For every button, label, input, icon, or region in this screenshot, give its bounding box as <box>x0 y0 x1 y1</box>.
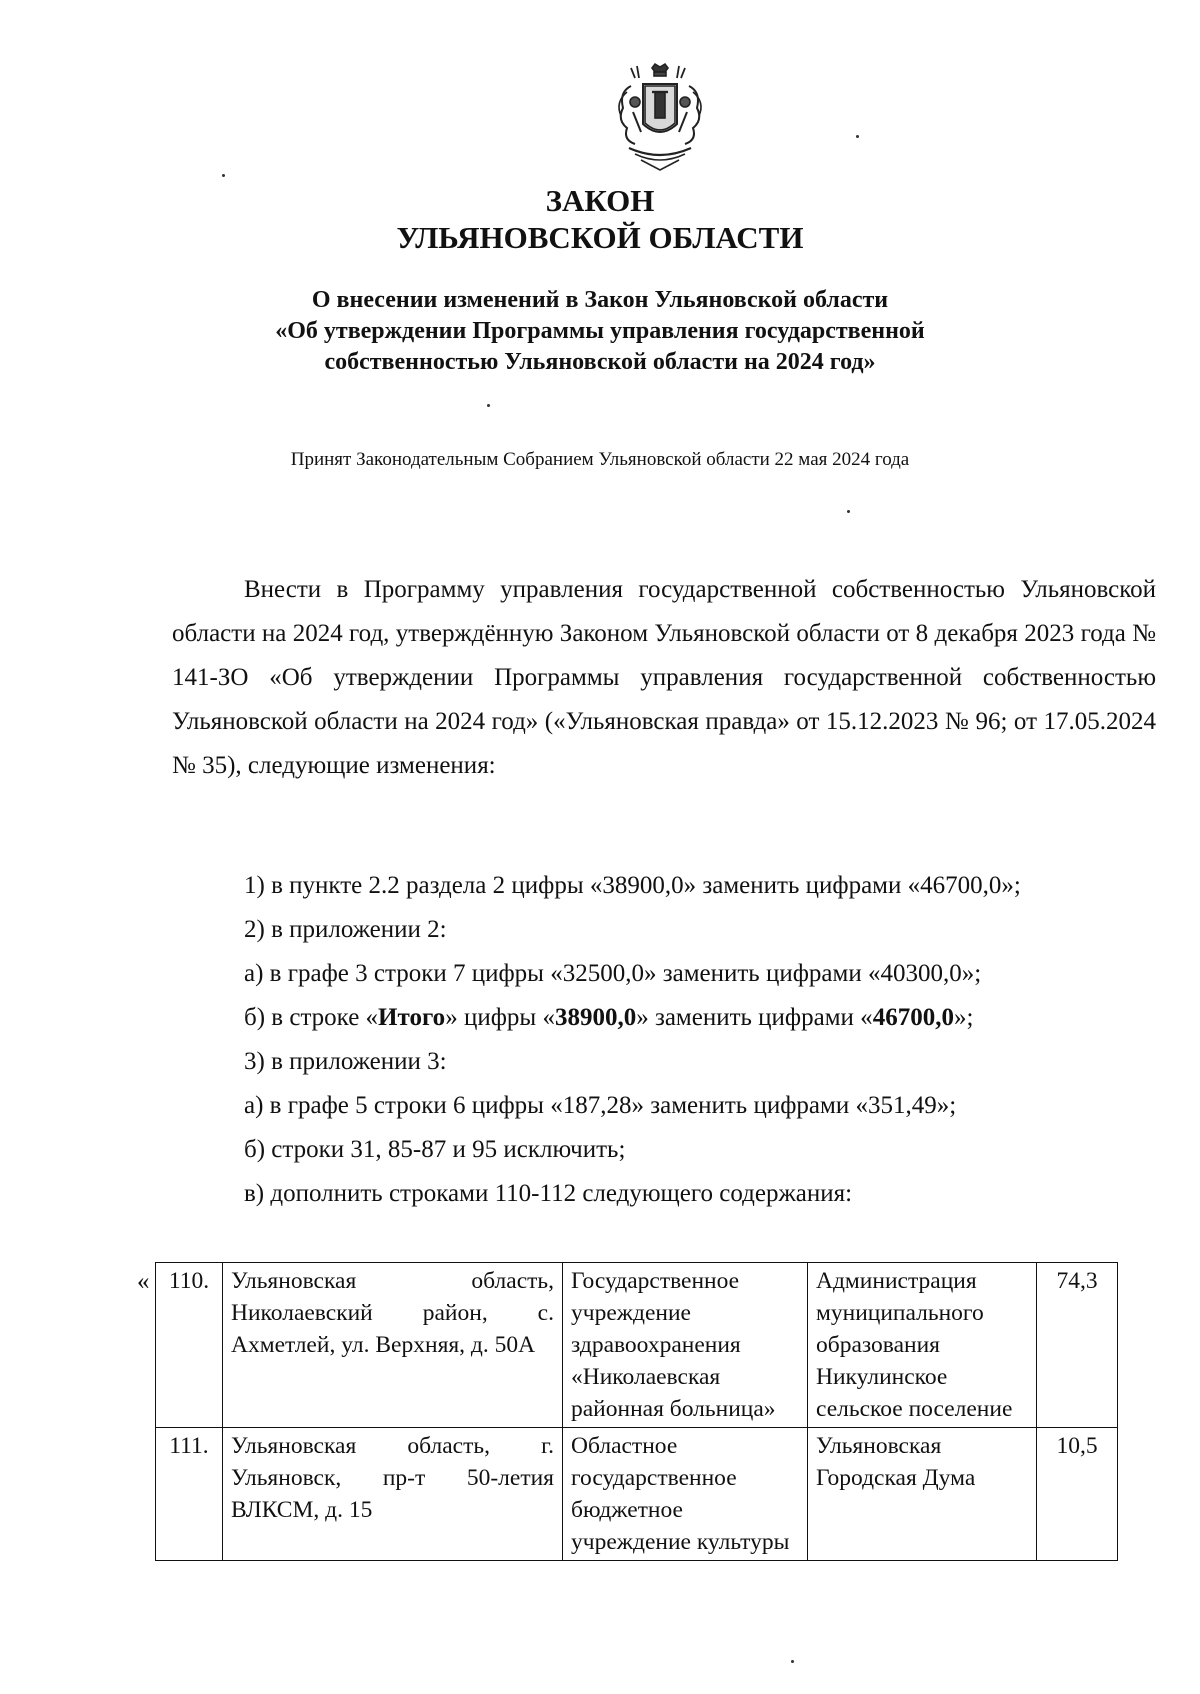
law-region-title: УЛЬЯНОВСКОЙ ОБЛАСТИ <box>396 220 804 255</box>
current-holder: Государственное учреждение здравоохранения «Николаевская районная больница» <box>563 1263 808 1428</box>
text-fragment: б) в строке « <box>244 1004 379 1031</box>
property-address: Ульяновская область, г. Ульяновск, пр-т 50-летия ВЛКСМ, д. 15 <box>223 1428 563 1561</box>
area-value: 74,3 <box>1037 1263 1118 1428</box>
amendment-item-3b: б) строки 31, 85-87 и 95 исключить; <box>244 1136 626 1163</box>
property-address: Ульяновская область, Николаевский район, с. Ахметлей, ул. Верхняя, д. 50А <box>223 1263 563 1428</box>
current-holder: Областное государственное бюджетное учреждение культуры <box>563 1428 808 1561</box>
coat-of-arms-emblem <box>605 62 715 174</box>
amendment-item-2b <box>244 1002 973 1034</box>
subtitle-line: О внесении изменений в Закон Ульяновской области <box>311 287 889 313</box>
subtitle-line: собственностью Ульяновской области на 2024 год» <box>324 349 876 375</box>
area-value: 10,5 <box>1037 1428 1118 1561</box>
amendment-table <box>155 1262 1118 1561</box>
opening-quote: « <box>137 1268 150 1295</box>
amendment-item-2: 2) в приложении 2: <box>244 916 447 943</box>
amendment-item-3: 3) в приложении 3: <box>244 1048 447 1075</box>
text-fragment: » заменить цифрами « <box>636 1004 873 1031</box>
table-row <box>156 1263 1118 1428</box>
amendment-item-1: 1) в пункте 2.2 раздела 2 цифры «38900,0» заменить цифрами «46700,0»; <box>244 872 1021 899</box>
law-subtitle <box>0 285 1200 378</box>
text-fragment: » цифры « <box>445 1004 555 1031</box>
scan-speck <box>791 1660 794 1663</box>
recipient: Ульяновская Городская Дума <box>808 1428 1037 1561</box>
subtitle-line: «Об утверждении Программы управления государственной <box>275 318 925 344</box>
bold-fragment: 46700,0 <box>872 1004 954 1031</box>
text-fragment: »; <box>953 1004 974 1031</box>
scan-speck <box>847 510 850 513</box>
amendment-item-3c: в) дополнить строками 110-112 следующего содержания: <box>244 1180 853 1207</box>
recipient: Администрация муниципального образования Никулинское сельское поселение <box>808 1263 1037 1428</box>
amendment-item-3a: а) в графе 5 строки 6 цифры «187,28» заменить цифрами «351,49»; <box>244 1092 957 1119</box>
scan-speck <box>222 174 225 177</box>
bold-fragment: 38900,0 <box>554 1004 637 1031</box>
law-title: ЗАКОН <box>545 183 655 218</box>
scan-speck <box>856 135 859 138</box>
row-number: 110. <box>156 1263 223 1428</box>
row-number: 111. <box>156 1428 223 1561</box>
scan-speck <box>487 404 490 407</box>
table-row <box>156 1428 1118 1561</box>
adoption-note: Принят Законодательным Собранием Ульяновской области 22 мая 2024 года <box>290 449 910 470</box>
bold-fragment: Итого <box>378 1004 446 1031</box>
amendment-item-2a: а) в графе 3 строки 7 цифры «32500,0» заменить цифрами «40300,0»; <box>244 960 982 987</box>
intro-paragraph: Внести в Программу управления государственной собственностью Ульяновской области на 2024 год, утверждённую Законом Ульяновской области от 8 декабря 2023 года № 141-ЗО «Об утверждении Программы управления государственной собственностью Ульяновской области на 2024 год» («Ульяновская правда» от 15.12.2023 № 96; от 17.05.2024 № 35), следующие изменения: <box>172 576 1156 779</box>
